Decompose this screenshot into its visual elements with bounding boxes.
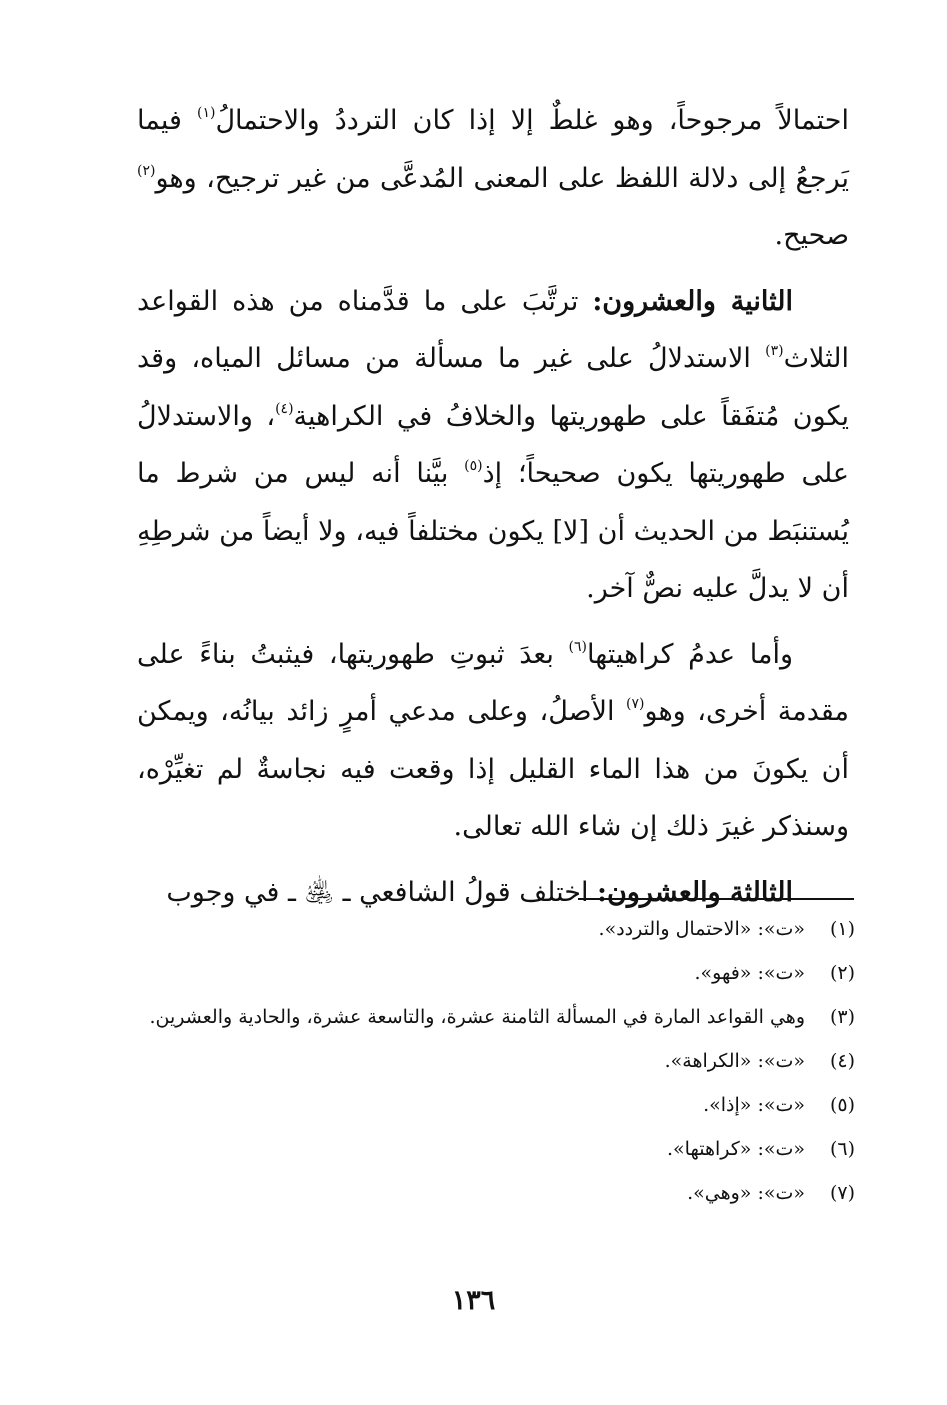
footnote-ref-7[interactable]: (٧): [626, 696, 645, 712]
footnote-number: (١): [829, 918, 855, 940]
footnote-text: وهي القواعد المارة في المسألة الثامنة عشرة، والتاسعة عشرة، والحادية والعشرين.: [149, 1006, 805, 1028]
text-run: اختلف قولُ الشافعي ـ ﵁ ـ في وجوب: [166, 876, 598, 908]
footnote-number: (٥): [829, 1094, 855, 1116]
footnote-ref-6[interactable]: (٦): [568, 638, 588, 655]
footnote-number: (٢): [829, 962, 855, 984]
footnote-2: [137, 958, 855, 988]
footnote-ref-4[interactable]: (٤): [275, 400, 294, 417]
footnote-text: «ت»: «إذا».: [703, 1094, 805, 1116]
text-run: بعدَ ثبوتِ طهوريتها، فيثبتُ بناءً على مقدمة أخرى، وهو: [137, 638, 850, 727]
footnote-number: (٣): [829, 1006, 855, 1028]
footnote-ref-5[interactable]: (٥): [464, 458, 483, 474]
paragraph-3: [137, 626, 849, 856]
text-run: ، والاستدلالُ على طهوريتها يكون صحيحاً؛ إذ: [137, 400, 850, 489]
section-heading-23: الثالثة والعشرون:: [597, 876, 793, 908]
footnote-number: (٧): [829, 1182, 855, 1204]
text-run: ترتَّبَ على ما قدَّمناه من هذه القواعد الثلاث: [137, 285, 849, 374]
text-run: فيما يَرجعُ إلى دلالة اللفظ على المعنى المُدعَّى من غير ترجيح، وهو: [137, 105, 849, 194]
footnote-4: [137, 1046, 855, 1076]
footnote-3: [137, 1002, 855, 1032]
main-text: [137, 92, 849, 921]
text-run: وأما عدمُ كراهيتها: [587, 638, 793, 670]
footnote-ref-1[interactable]: (١): [196, 105, 216, 121]
footnote-number: (٤): [829, 1050, 855, 1072]
footnotes: [137, 914, 855, 1222]
footnote-number: (٦): [829, 1138, 855, 1160]
text-run: الأصلُ، وعلى مدعي أمرٍ زائد بيانُه، ويمكن أن يكونَ من هذا الماء القليل إذا وقعت فيه نجاسةٌ لم تغيِّرْه، وسنذكر غيرَ ذلك إن شاء الله تعالى.: [137, 696, 849, 842]
text-run: الاستدلالُ على غير ما مسألة من مسائل المياه، وقد يكون مُتفَقاً على طهوريتها والخلافُ في الكراهية: [137, 343, 849, 432]
paragraph-4: [137, 864, 849, 922]
footnote-text: «ت»: «الكراهة».: [664, 1050, 805, 1072]
paragraph-2: [137, 273, 849, 618]
footnote-5: [137, 1090, 855, 1120]
footnote-6: [137, 1134, 855, 1164]
text-run: احتمالاً مرجوحاً، وهو غلطٌ إلا إذا كان الترددُ والاحتمالُ: [215, 105, 849, 136]
footnote-text: «ت»: «الاحتمال والتردد».: [598, 918, 805, 940]
section-heading-22: الثانية والعشرون:: [592, 285, 793, 317]
text-run: بيَّنا أنه ليس من شرط ما يُستنبَط من الحديث أن [لا] يكون مختلفاً فيه، ولا أيضاً من شرطِهِ أن لا يدلَّ عليه نصٌّ آخر.: [137, 458, 849, 604]
footnote-ref-3[interactable]: (٣): [765, 343, 784, 359]
footnote-text: «ت»: «فهو».: [694, 962, 805, 984]
footnote-text: «ت»: «كراهتها».: [667, 1138, 805, 1160]
footnote-ref-2[interactable]: (٢): [137, 162, 156, 179]
page-number: ١٣٦: [451, 1285, 496, 1316]
paragraph-1: [137, 92, 849, 265]
footnote-divider: [578, 898, 854, 900]
footnote-1: [137, 914, 855, 944]
text-run: صحيح.: [774, 220, 849, 251]
footnote-text: «ت»: «وهي».: [687, 1182, 805, 1204]
footnote-7: [137, 1178, 855, 1208]
